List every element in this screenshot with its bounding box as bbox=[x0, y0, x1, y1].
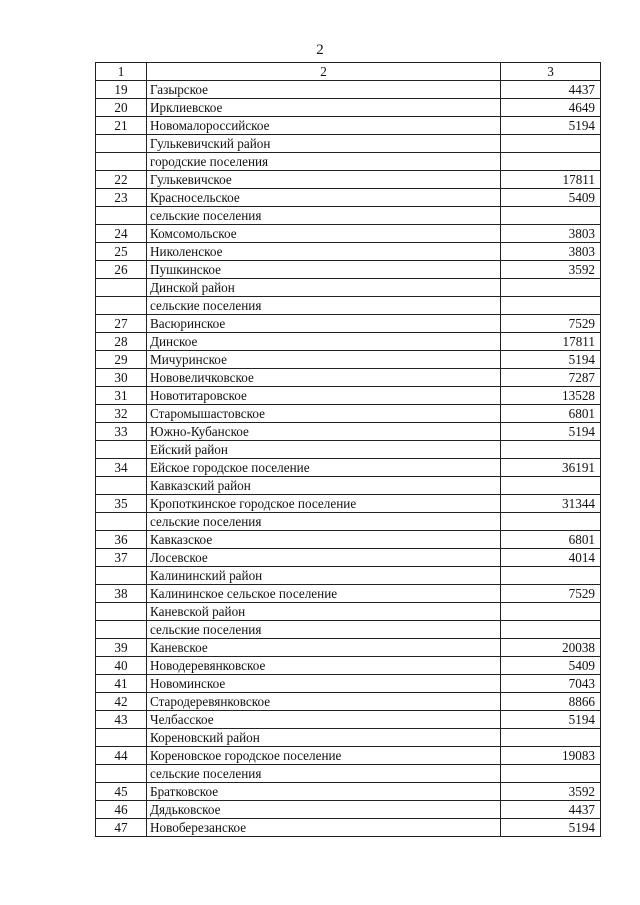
settlements-table bbox=[95, 62, 601, 837]
table-header-row bbox=[96, 63, 601, 81]
row-name-cell: городские поселения bbox=[147, 153, 501, 171]
table-row bbox=[96, 225, 601, 243]
row-value-cell bbox=[501, 603, 601, 621]
row-name-cell: Калининский район bbox=[147, 567, 501, 585]
row-name-cell: сельские поселения bbox=[147, 513, 501, 531]
row-name-cell: Новотитаровское bbox=[147, 387, 501, 405]
row-value-cell: 7043 bbox=[501, 675, 601, 693]
row-value-cell: 4649 bbox=[501, 99, 601, 117]
table-row bbox=[96, 639, 601, 657]
row-name-cell: Нововеличковское bbox=[147, 369, 501, 387]
row-name-cell: Южно-Кубанское bbox=[147, 423, 501, 441]
table-row bbox=[96, 747, 601, 765]
row-number-cell: 39 bbox=[96, 639, 147, 657]
row-value-cell: 4437 bbox=[501, 801, 601, 819]
row-name-cell: Пушкинское bbox=[147, 261, 501, 279]
row-number-cell bbox=[96, 621, 147, 639]
row-name-cell: Мичуринское bbox=[147, 351, 501, 369]
row-name-cell: сельские поселения bbox=[147, 765, 501, 783]
row-name-cell: Гулькевичское bbox=[147, 171, 501, 189]
row-number-cell: 31 bbox=[96, 387, 147, 405]
row-number-cell: 44 bbox=[96, 747, 147, 765]
row-number-cell: 19 bbox=[96, 81, 147, 99]
row-name-cell: Ирклиевское bbox=[147, 99, 501, 117]
row-value-cell: 36191 bbox=[501, 459, 601, 477]
row-name-cell: Новодеревянковское bbox=[147, 657, 501, 675]
row-value-cell: 5409 bbox=[501, 657, 601, 675]
row-name-cell: Каневское bbox=[147, 639, 501, 657]
table-row bbox=[96, 459, 601, 477]
row-name-cell: Газырское bbox=[147, 81, 501, 99]
row-number-cell bbox=[96, 477, 147, 495]
table-section-row bbox=[96, 153, 601, 171]
table-row bbox=[96, 369, 601, 387]
row-value-cell: 7529 bbox=[501, 585, 601, 603]
row-number-cell: 42 bbox=[96, 693, 147, 711]
row-value-cell: 20038 bbox=[501, 639, 601, 657]
row-value-cell bbox=[501, 279, 601, 297]
row-value-cell: 17811 bbox=[501, 333, 601, 351]
row-value-cell bbox=[501, 477, 601, 495]
table-section-row bbox=[96, 279, 601, 297]
row-number-cell: 27 bbox=[96, 315, 147, 333]
table-row bbox=[96, 99, 601, 117]
row-value-cell: 5194 bbox=[501, 351, 601, 369]
row-value-cell bbox=[501, 441, 601, 459]
row-number-cell: 35 bbox=[96, 495, 147, 513]
row-number-cell: 45 bbox=[96, 783, 147, 801]
row-value-cell bbox=[501, 567, 601, 585]
row-name-cell: Николенское bbox=[147, 243, 501, 261]
header-cell-name: 2 bbox=[147, 63, 501, 81]
row-number-cell: 20 bbox=[96, 99, 147, 117]
table-row bbox=[96, 189, 601, 207]
row-value-cell: 4437 bbox=[501, 81, 601, 99]
row-name-cell: Динской район bbox=[147, 279, 501, 297]
row-name-cell: Динское bbox=[147, 333, 501, 351]
table-section-row bbox=[96, 765, 601, 783]
row-value-cell: 8866 bbox=[501, 693, 601, 711]
row-name-cell: Дядьковское bbox=[147, 801, 501, 819]
row-name-cell: Кропоткинское городское поселение bbox=[147, 495, 501, 513]
row-value-cell: 19083 bbox=[501, 747, 601, 765]
table-row bbox=[96, 531, 601, 549]
table-row bbox=[96, 657, 601, 675]
row-number-cell: 36 bbox=[96, 531, 147, 549]
row-number-cell: 25 bbox=[96, 243, 147, 261]
table-section-row bbox=[96, 513, 601, 531]
row-number-cell bbox=[96, 135, 147, 153]
row-value-cell: 17811 bbox=[501, 171, 601, 189]
table-row bbox=[96, 495, 601, 513]
row-number-cell bbox=[96, 207, 147, 225]
row-name-cell: Комсомольское bbox=[147, 225, 501, 243]
row-value-cell: 5194 bbox=[501, 117, 601, 135]
row-name-cell: Челбасское bbox=[147, 711, 501, 729]
row-value-cell: 3592 bbox=[501, 783, 601, 801]
row-value-cell: 3803 bbox=[501, 225, 601, 243]
row-number-cell: 37 bbox=[96, 549, 147, 567]
table-row bbox=[96, 243, 601, 261]
row-number-cell: 47 bbox=[96, 819, 147, 837]
row-name-cell: Кореновский район bbox=[147, 729, 501, 747]
row-name-cell: Красносельское bbox=[147, 189, 501, 207]
row-value-cell: 6801 bbox=[501, 405, 601, 423]
row-name-cell: Новоберезанское bbox=[147, 819, 501, 837]
row-number-cell bbox=[96, 603, 147, 621]
row-value-cell bbox=[501, 297, 601, 315]
row-value-cell bbox=[501, 513, 601, 531]
row-value-cell: 13528 bbox=[501, 387, 601, 405]
table-row bbox=[96, 351, 601, 369]
table-section-row bbox=[96, 603, 601, 621]
row-name-cell: Братковское bbox=[147, 783, 501, 801]
table-row bbox=[96, 783, 601, 801]
row-number-cell: 46 bbox=[96, 801, 147, 819]
row-value-cell: 4014 bbox=[501, 549, 601, 567]
row-value-cell: 3592 bbox=[501, 261, 601, 279]
row-number-cell: 33 bbox=[96, 423, 147, 441]
table-row bbox=[96, 405, 601, 423]
row-name-cell: сельские поселения bbox=[147, 297, 501, 315]
row-name-cell: Ейский район bbox=[147, 441, 501, 459]
row-number-cell: 24 bbox=[96, 225, 147, 243]
row-name-cell: Васюринское bbox=[147, 315, 501, 333]
table-row bbox=[96, 315, 601, 333]
row-number-cell: 38 bbox=[96, 585, 147, 603]
row-name-cell: Кореновское городское поселение bbox=[147, 747, 501, 765]
table-section-row bbox=[96, 207, 601, 225]
table-section-row bbox=[96, 621, 601, 639]
row-value-cell: 7287 bbox=[501, 369, 601, 387]
table-row bbox=[96, 423, 601, 441]
table-row bbox=[96, 549, 601, 567]
table-row bbox=[96, 81, 601, 99]
table-section-row bbox=[96, 297, 601, 315]
row-number-cell: 41 bbox=[96, 675, 147, 693]
table-row bbox=[96, 333, 601, 351]
row-name-cell: Старомышастовское bbox=[147, 405, 501, 423]
row-value-cell bbox=[501, 207, 601, 225]
table-row bbox=[96, 171, 601, 189]
header-cell-value: 3 bbox=[501, 63, 601, 81]
table-row bbox=[96, 711, 601, 729]
row-value-cell: 6801 bbox=[501, 531, 601, 549]
row-value-cell: 7529 bbox=[501, 315, 601, 333]
row-value-cell bbox=[501, 621, 601, 639]
row-number-cell bbox=[96, 279, 147, 297]
row-value-cell bbox=[501, 135, 601, 153]
table-section-row bbox=[96, 441, 601, 459]
row-value-cell bbox=[501, 153, 601, 171]
table-row bbox=[96, 117, 601, 135]
row-number-cell: 23 bbox=[96, 189, 147, 207]
row-value-cell: 3803 bbox=[501, 243, 601, 261]
row-number-cell: 43 bbox=[96, 711, 147, 729]
table-section-row bbox=[96, 477, 601, 495]
table-row bbox=[96, 819, 601, 837]
row-number-cell: 32 bbox=[96, 405, 147, 423]
row-number-cell bbox=[96, 567, 147, 585]
header-cell-number: 1 bbox=[96, 63, 147, 81]
row-value-cell: 5194 bbox=[501, 423, 601, 441]
row-value-cell bbox=[501, 729, 601, 747]
row-number-cell: 28 bbox=[96, 333, 147, 351]
row-number-cell: 40 bbox=[96, 657, 147, 675]
row-number-cell: 34 bbox=[96, 459, 147, 477]
row-number-cell: 30 bbox=[96, 369, 147, 387]
row-number-cell bbox=[96, 729, 147, 747]
table-row bbox=[96, 693, 601, 711]
table-row bbox=[96, 675, 601, 693]
row-value-cell: 31344 bbox=[501, 495, 601, 513]
page-number: 2 bbox=[316, 42, 324, 58]
row-number-cell bbox=[96, 153, 147, 171]
row-name-cell: Гулькевичский район bbox=[147, 135, 501, 153]
row-name-cell: Стародеревянковское bbox=[147, 693, 501, 711]
row-number-cell bbox=[96, 441, 147, 459]
row-value-cell: 5194 bbox=[501, 711, 601, 729]
row-number-cell: 22 bbox=[96, 171, 147, 189]
row-number-cell: 21 bbox=[96, 117, 147, 135]
row-name-cell: Новомалороссийское bbox=[147, 117, 501, 135]
row-name-cell: сельские поселения bbox=[147, 207, 501, 225]
row-name-cell: Кавказский район bbox=[147, 477, 501, 495]
table-section-row bbox=[96, 135, 601, 153]
row-name-cell: Новоминское bbox=[147, 675, 501, 693]
row-name-cell: Ейское городское поселение bbox=[147, 459, 501, 477]
table-row bbox=[96, 585, 601, 603]
row-number-cell bbox=[96, 765, 147, 783]
row-value-cell bbox=[501, 765, 601, 783]
row-value-cell: 5409 bbox=[501, 189, 601, 207]
row-number-cell bbox=[96, 513, 147, 531]
row-value-cell: 5194 bbox=[501, 819, 601, 837]
row-number-cell bbox=[96, 297, 147, 315]
row-name-cell: Калининское сельское поселение bbox=[147, 585, 501, 603]
table-section-row bbox=[96, 729, 601, 747]
table-section-row bbox=[96, 567, 601, 585]
table-body bbox=[96, 63, 601, 837]
row-number-cell: 26 bbox=[96, 261, 147, 279]
row-name-cell: Кавказское bbox=[147, 531, 501, 549]
row-name-cell: Каневской район bbox=[147, 603, 501, 621]
row-name-cell: Лосевское bbox=[147, 549, 501, 567]
table-row bbox=[96, 387, 601, 405]
row-number-cell: 29 bbox=[96, 351, 147, 369]
table-row bbox=[96, 801, 601, 819]
row-name-cell: сельские поселения bbox=[147, 621, 501, 639]
table-row bbox=[96, 261, 601, 279]
